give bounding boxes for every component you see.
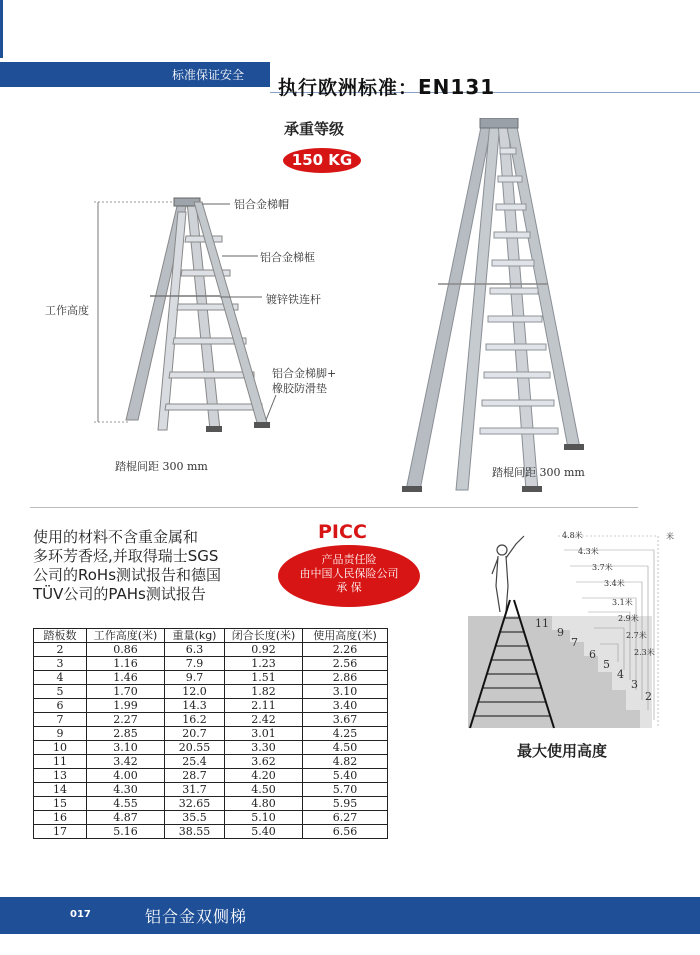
table-row — [34, 713, 388, 727]
table-cell: 4.80 — [225, 797, 303, 811]
table-cell: 5 — [34, 685, 87, 699]
step-number: 7 — [571, 636, 578, 649]
table-row — [34, 643, 388, 657]
small-ladder-diagram — [90, 190, 290, 450]
page-number: 017 — [70, 909, 91, 920]
table-cell: 2.26 — [303, 643, 388, 657]
step-number: 6 — [589, 648, 596, 661]
height-tag: 3.7米 — [592, 563, 613, 572]
table-cell: 4.00 — [87, 769, 165, 783]
table-cell: 20.55 — [165, 741, 225, 755]
header-weight: 重量(kg) — [165, 629, 225, 643]
table-cell: 38.55 — [165, 825, 225, 839]
table-row — [34, 741, 388, 755]
description-line: 使用的材料不含重金属和 — [33, 528, 199, 546]
table-cell: 1.70 — [87, 685, 165, 699]
table-cell: 5.10 — [225, 811, 303, 825]
standard-code: EN131 — [418, 75, 496, 99]
insurance-line: 由中国人民保险公司 — [299, 567, 399, 580]
person-figure — [492, 536, 524, 612]
table-cell: 5.95 — [303, 797, 388, 811]
table-cell: 3.42 — [87, 755, 165, 769]
product-title: 铝合金双侧梯 — [145, 907, 248, 926]
table-cell: 3.10 — [303, 685, 388, 699]
table-cell: 2.27 — [87, 713, 165, 727]
table-cell: 16.2 — [165, 713, 225, 727]
rung-spacing-right: 踏棍间距 300 mm — [492, 466, 585, 479]
max-height-illustration — [462, 520, 687, 732]
table-row — [34, 825, 388, 839]
table-cell: 28.7 — [165, 769, 225, 783]
table-row — [34, 685, 388, 699]
table-header-row — [34, 629, 388, 643]
table-cell: 9.7 — [165, 671, 225, 685]
header-use-height: 使用高度(米) — [303, 629, 388, 643]
table-cell: 14 — [34, 783, 87, 797]
table-cell: 3.62 — [225, 755, 303, 769]
header-closed-length: 闭合长度(米) — [225, 629, 303, 643]
table-cell: 3.30 — [225, 741, 303, 755]
callout-work-height: 工作高度 — [45, 304, 89, 317]
table-row — [34, 755, 388, 769]
table-cell: 0.86 — [87, 643, 165, 657]
table-cell: 2.86 — [303, 671, 388, 685]
table-cell: 5.70 — [303, 783, 388, 797]
table-cell: 10 — [34, 741, 87, 755]
table-row — [34, 811, 388, 825]
step-number: 2 — [645, 690, 652, 703]
description-line: 公司的RoHs测试报告和德国 — [33, 566, 222, 584]
table-row — [34, 657, 388, 671]
table-cell: 4.82 — [303, 755, 388, 769]
insurance-badge — [278, 545, 420, 607]
table-cell: 3.01 — [225, 727, 303, 741]
table-cell: 4.30 — [87, 783, 165, 797]
table-cell: 1.16 — [87, 657, 165, 671]
table-cell: 3.67 — [303, 713, 388, 727]
rung-spacing-left: 踏棍间距 300 mm — [115, 460, 208, 473]
description-line: 多环芳香烃,并取得瑞士SGS — [33, 547, 219, 565]
table-cell: 3 — [34, 657, 87, 671]
table-cell: 4.20 — [225, 769, 303, 783]
callout-foot-line1: 铝合金梯脚+ — [272, 367, 337, 380]
table-cell: 17 — [34, 825, 87, 839]
header-steps: 踏板数 — [34, 629, 87, 643]
table-row — [34, 769, 388, 783]
section-divider — [30, 507, 638, 508]
table-cell: 3.10 — [87, 741, 165, 755]
large-ladder-image — [398, 118, 588, 496]
table-cell: 35.5 — [165, 811, 225, 825]
table-cell: 5.40 — [225, 825, 303, 839]
insurance-line: 产品责任险 — [321, 553, 377, 566]
table-cell: 9 — [34, 727, 87, 741]
header-work-height: 工作高度(米) — [87, 629, 165, 643]
material-description — [33, 528, 293, 604]
callout-frame: 铝合金梯框 — [260, 251, 315, 264]
table-row — [34, 671, 388, 685]
table-row — [34, 699, 388, 713]
table-cell: 5.16 — [87, 825, 165, 839]
table-cell: 7.9 — [165, 657, 225, 671]
table-cell: 2.56 — [303, 657, 388, 671]
table-cell: 3.40 — [303, 699, 388, 713]
table-cell: 4.25 — [303, 727, 388, 741]
table-cell: 6.3 — [165, 643, 225, 657]
table-cell: 2.11 — [225, 699, 303, 713]
footer-band — [0, 897, 700, 934]
table-cell: 5.40 — [303, 769, 388, 783]
table-cell: 1.51 — [225, 671, 303, 685]
table-cell: 4.55 — [87, 797, 165, 811]
table-cell: 2.42 — [225, 713, 303, 727]
table-cell: 20.7 — [165, 727, 225, 741]
table-cell: 12.0 — [165, 685, 225, 699]
standard-title — [278, 73, 495, 100]
spec-table-body — [34, 643, 388, 839]
ladder-foot — [254, 422, 270, 428]
step-number: 11 — [535, 617, 549, 630]
table-cell: 16 — [34, 811, 87, 825]
step-number: 9 — [557, 626, 564, 639]
callout-cap: 铝合金梯帽 — [234, 198, 289, 211]
height-tag: 2.9米 — [618, 614, 639, 623]
callout-rod: 镀锌铁连杆 — [266, 293, 321, 306]
description-line: TÜV公司的PAHs测试报告 — [33, 585, 206, 603]
table-cell: 4.50 — [225, 783, 303, 797]
table-row — [34, 783, 388, 797]
table-cell: 4.87 — [87, 811, 165, 825]
height-tag: 2.7米 — [626, 631, 647, 640]
step-number: 4 — [617, 668, 624, 681]
picc-logo-text: PICC — [318, 521, 367, 543]
table-cell: 11 — [34, 755, 87, 769]
table-cell: 0.92 — [225, 643, 303, 657]
table-cell: 2.85 — [87, 727, 165, 741]
table-cell: 6.27 — [303, 811, 388, 825]
load-rating-badge: 150 KG — [283, 148, 361, 173]
table-cell: 1.99 — [87, 699, 165, 713]
step-number: 5 — [603, 658, 610, 671]
height-tag: 2.3米 — [634, 648, 655, 657]
callout-foot-line2: 橡胶防滑垫 — [272, 382, 327, 395]
table-row — [34, 797, 388, 811]
insurance-line: 承 保 — [336, 581, 362, 594]
max-height-caption: 最大使用高度 — [517, 742, 608, 760]
step-number: 3 — [631, 678, 638, 691]
table-cell: 6.56 — [303, 825, 388, 839]
table-cell: 7 — [34, 713, 87, 727]
table-cell: 1.46 — [87, 671, 165, 685]
section-label: 标准保证安全 — [172, 68, 245, 82]
height-tag: 3.1米 — [612, 598, 633, 607]
table-cell: 1.82 — [225, 685, 303, 699]
table-cell: 1.23 — [225, 657, 303, 671]
table-row — [34, 727, 388, 741]
table-cell: 4 — [34, 671, 87, 685]
table-cell: 13 — [34, 769, 87, 783]
table-cell: 32.65 — [165, 797, 225, 811]
height-tag: 4.8米 — [562, 531, 583, 540]
table-cell: 14.3 — [165, 699, 225, 713]
table-cell: 15 — [34, 797, 87, 811]
table-cell: 2 — [34, 643, 87, 657]
height-unit-label: 米 — [666, 532, 674, 541]
table-cell: 25.4 — [165, 755, 225, 769]
table-cell: 4.50 — [303, 741, 388, 755]
height-tag: 4.3米 — [578, 547, 599, 556]
load-rating-label: 承重等级 — [284, 120, 345, 138]
standard-prefix: 执行欧洲标准： — [278, 77, 419, 99]
table-cell: 31.7 — [165, 783, 225, 797]
height-tag: 3.4米 — [604, 579, 625, 588]
spec-table — [33, 628, 388, 839]
table-cell: 6 — [34, 699, 87, 713]
left-accent-bar — [0, 0, 3, 58]
